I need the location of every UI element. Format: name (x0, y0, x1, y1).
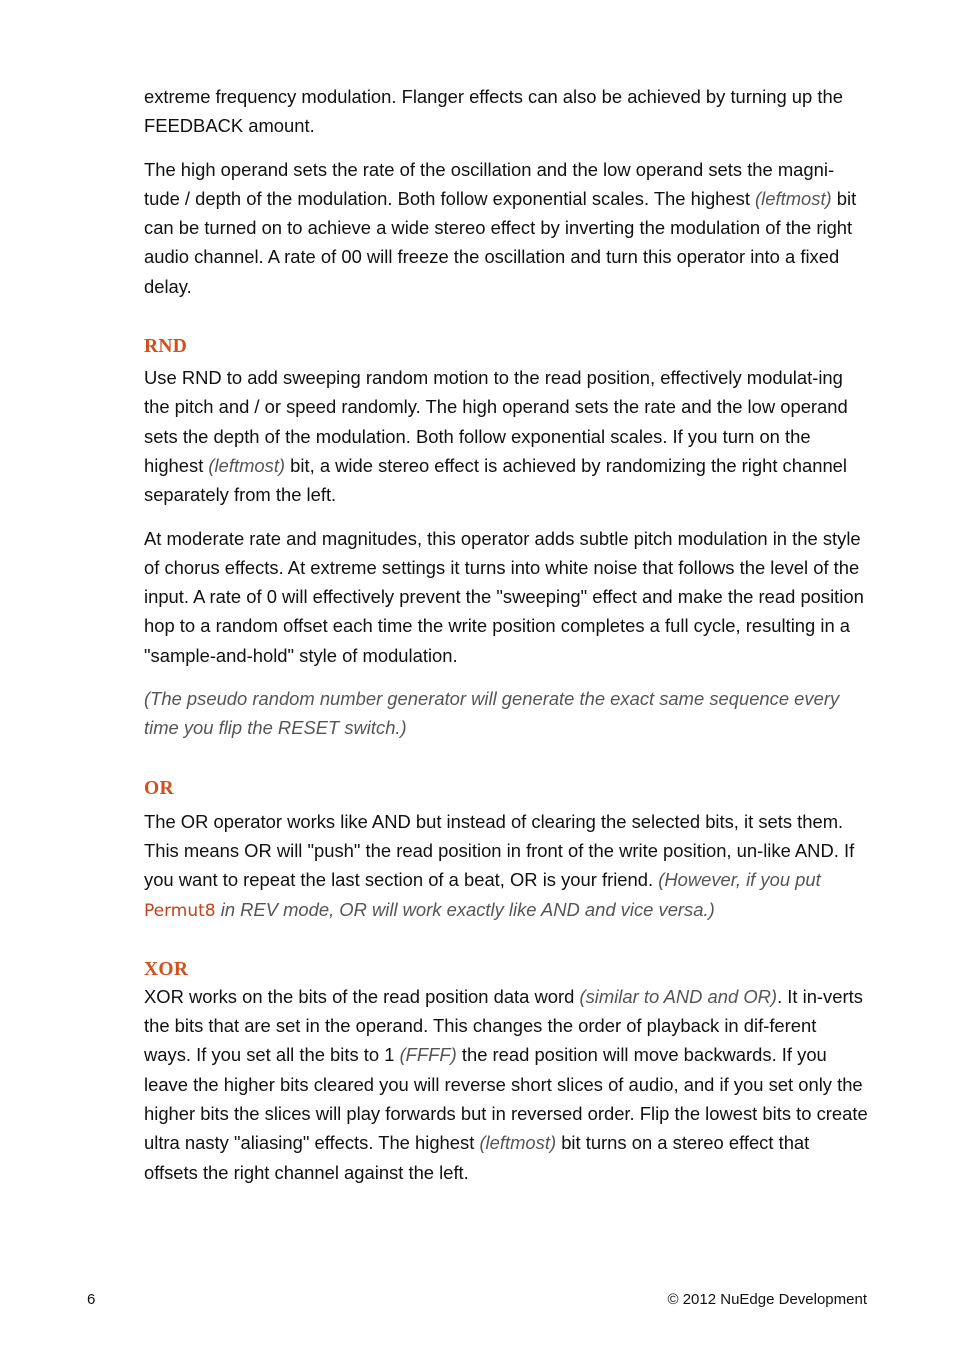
italic-text: (leftmost) (479, 1132, 557, 1154)
or-paragraph (144, 807, 868, 926)
text: the read position will move backwards. If you leave the higher bits cleared you will reverse short slices of audio, and if you set only the higher bits the slices will play forwards but in reversed order. Flip the lowest bits to create ultra nasty "aliasing" effects. The highest (144, 1044, 868, 1154)
rnd-paragraph-1 (144, 363, 868, 509)
document-body (144, 82, 868, 1187)
text: extreme frequency modulation. Flanger effects can also be achieved by turning up the FEEDBACK amount. (144, 86, 843, 137)
section-heading-or: OR (144, 777, 174, 799)
text: . It in-verts the bits that are set in the operand. This changes the order of playback in dif-ferent ways. If you set all the bits to 1 (144, 985, 863, 1066)
rnd-note: (The pseudo random number generator will generate the exact same sequence every time you flip the RESET switch.) (144, 688, 840, 739)
text: bit can be turned on to achieve a wide stereo effect by inverting the modulation of the right audio channel. A rate of 00 will freeze the oscillation and turn this operator into a fixed delay. (144, 187, 857, 297)
text: bit turns on a stereo effect that offsets the right channel against the left. (144, 1132, 810, 1183)
text: Use RND to add sweeping random motion to the read position, effectively modulat-ing the pitch and / or speed randomly. The high operand sets the rate and the low operand sets the depth of the modulation. Both follow exponential scales. If you turn on the highest (144, 367, 848, 476)
text: At moderate rate and magnitudes, this operator adds subtle pitch modulation in the style of chorus effects. At extreme settings it turns into white noise that follows the level of the input. A rate of 0 will effectively prevent the "sweeping" effect and make the read position hop to a random offset each time the write position completes a full cycle, resulting in a "sample-and-hold" style of modulation. (144, 527, 864, 666)
italic-text: (FFFF) (399, 1044, 457, 1066)
italic-text: (However, if you put (658, 869, 821, 891)
brand-name: Permut8 (144, 900, 216, 921)
page-number: 6 (87, 1291, 96, 1308)
italic-text: (leftmost) (755, 187, 832, 209)
copyright-notice: © 2012 NuEdge Development (667, 1291, 867, 1308)
italic-text: (similar to AND and OR) (579, 985, 778, 1007)
section-heading-rnd: RND (144, 336, 188, 358)
section-heading-xor: XOR (144, 958, 189, 980)
text: XOR works on the bits of the read position data word (144, 985, 580, 1007)
intro-paragraph-1 (144, 82, 868, 141)
italic-text: (leftmost) (208, 454, 286, 476)
italic-text: in REV mode, OR will work exactly like AND and vice versa.) (215, 898, 715, 920)
text: The OR operator works like AND but instead of clearing the selected bits, it sets them. This means OR will "push" the read position in front of the write position, un-like AND. If you want to repeat the last section of a beat, OR is your friend. (144, 810, 855, 891)
text: bit, a wide stereo effect is achieved by randomizing the right channel separately from the left. (144, 454, 847, 506)
rnd-paragraph-2 (144, 524, 868, 670)
xor-paragraph (144, 982, 868, 1187)
intro-paragraph-2 (144, 155, 868, 301)
text: The high operand sets the rate of the oscillation and the low operand sets the magni-tude / depth of the modulation. Both follow exponential scales. The highest (144, 158, 835, 209)
